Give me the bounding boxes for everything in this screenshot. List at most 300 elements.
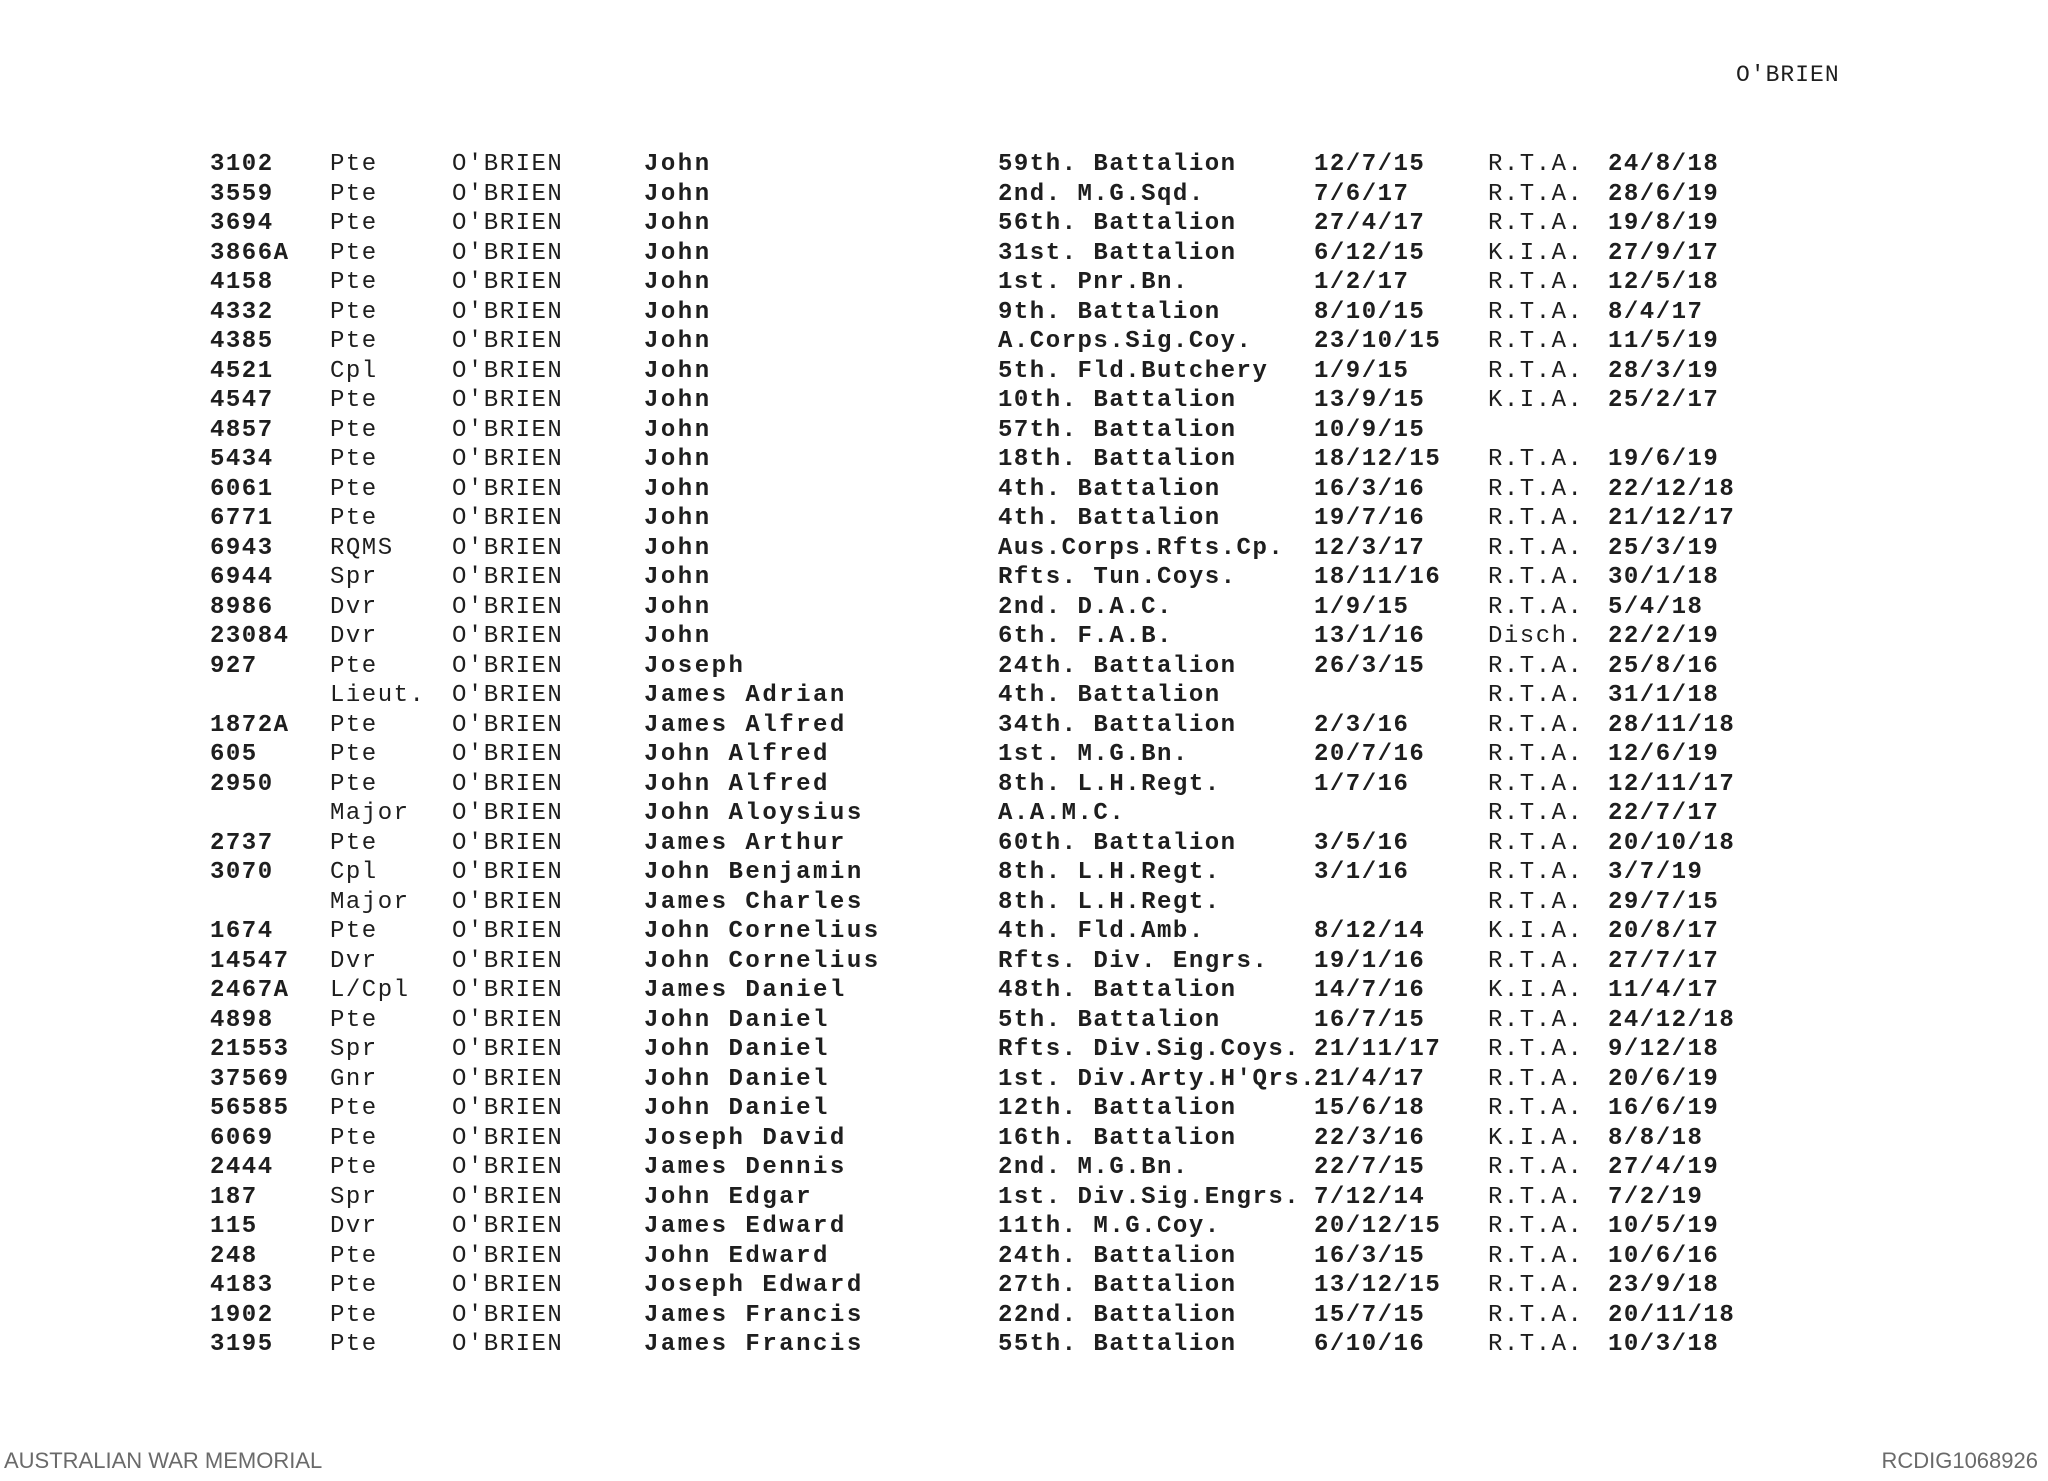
service-number: 2444	[210, 1154, 274, 1181]
table-row	[0, 1035, 2048, 1065]
service-number: 2950	[210, 770, 274, 798]
rank: Pte	[330, 269, 378, 296]
enlistment-date: 1/2/17	[1314, 269, 1410, 296]
enlistment-date: 21/11/17	[1314, 1036, 1442, 1063]
table-row	[0, 888, 2048, 918]
enlistment-date: 12/7/15	[1314, 151, 1426, 178]
rank: Pte	[330, 180, 378, 208]
enlistment-date: 13/1/16	[1314, 623, 1426, 650]
given-names: John Cornelius	[644, 918, 881, 945]
fate-date: 19/6/19	[1608, 446, 1720, 473]
surname: O'BRIEN	[452, 357, 564, 385]
rank: Pte	[330, 1154, 378, 1181]
service-number: 3694	[210, 210, 274, 237]
table-row	[0, 622, 2048, 652]
given-names: John	[644, 210, 712, 237]
service-number: 1902	[210, 1301, 274, 1329]
fate: R.T.A.	[1488, 298, 1584, 326]
fate-date: 12/5/18	[1608, 269, 1720, 296]
unit: 12th. Battalion	[998, 1095, 1237, 1122]
surname: O'BRIEN	[452, 1272, 564, 1299]
service-number: 3195	[210, 1331, 274, 1358]
enlistment-date: 19/1/16	[1314, 947, 1426, 975]
rank: Pte	[330, 711, 378, 739]
given-names: John	[644, 623, 712, 650]
rank: Pte	[330, 239, 378, 267]
given-names: John	[644, 505, 712, 532]
enlistment-date: 20/12/15	[1314, 1213, 1442, 1240]
fate: R.T.A.	[1488, 1272, 1584, 1299]
fate-date: 22/2/19	[1608, 623, 1720, 650]
fate: R.T.A.	[1488, 947, 1584, 975]
rank: L/Cpl	[330, 977, 410, 1004]
rank: Cpl	[330, 357, 378, 385]
fate: K.I.A.	[1488, 387, 1584, 414]
fate: R.T.A.	[1488, 1036, 1584, 1063]
fate-date: 12/6/19	[1608, 741, 1720, 768]
table-row	[0, 917, 2048, 947]
service-number: 4183	[210, 1272, 274, 1299]
fate: R.T.A.	[1488, 711, 1584, 739]
rank: Pte	[330, 1272, 378, 1299]
footer-source: AUSTRALIAN WAR MEMORIAL	[4, 1448, 323, 1473]
fate-date: 8/8/18	[1608, 1124, 1704, 1152]
fate: R.T.A.	[1488, 800, 1584, 827]
surname: O'BRIEN	[452, 741, 564, 768]
fate-date: 24/12/18	[1608, 1006, 1736, 1034]
enlistment-date: 16/7/15	[1314, 1006, 1426, 1034]
fate: R.T.A.	[1488, 1065, 1584, 1093]
unit: Rfts. Tun.Coys.	[998, 564, 1237, 591]
given-names: James Arthur	[644, 829, 847, 857]
fate-date: 27/7/17	[1608, 947, 1720, 975]
surname: O'BRIEN	[452, 446, 564, 473]
service-number: 56585	[210, 1095, 290, 1122]
rank: Pte	[330, 829, 378, 857]
given-names: James Edward	[644, 1213, 847, 1240]
service-number: 4158	[210, 269, 274, 296]
fate-date: 27/4/19	[1608, 1154, 1720, 1181]
table-row	[0, 1153, 2048, 1183]
unit: 8th. L.H.Regt.	[998, 859, 1221, 886]
given-names: John	[644, 446, 712, 473]
enlistment-date: 18/12/15	[1314, 446, 1442, 473]
surname: O'BRIEN	[452, 534, 564, 562]
service-number: 4332	[210, 298, 274, 326]
service-number: 6944	[210, 564, 274, 591]
service-number: 3559	[210, 180, 274, 208]
fate-date: 20/6/19	[1608, 1065, 1720, 1093]
service-number: 248	[210, 1242, 258, 1270]
fate: R.T.A.	[1488, 1213, 1584, 1240]
table-row	[0, 563, 2048, 593]
given-names: John	[644, 593, 712, 621]
table-row	[0, 1094, 2048, 1124]
table-row	[0, 504, 2048, 534]
unit: A.A.M.C.	[998, 800, 1126, 827]
surname: O'BRIEN	[452, 918, 564, 945]
fate: R.T.A.	[1488, 505, 1584, 532]
enlistment-date: 8/12/14	[1314, 918, 1426, 945]
given-names: John Alfred	[644, 770, 830, 798]
unit: 11th. M.G.Coy.	[998, 1213, 1221, 1240]
fate: R.T.A.	[1488, 741, 1584, 768]
unit: Rfts. Div.Sig.Coys.	[998, 1036, 1301, 1063]
enlistment-date: 19/7/16	[1314, 505, 1426, 532]
surname: O'BRIEN	[452, 1213, 564, 1240]
fate-date: 28/11/18	[1608, 711, 1736, 739]
table-row	[0, 268, 2048, 298]
enlistment-date: 7/12/14	[1314, 1183, 1426, 1211]
table-row	[0, 593, 2048, 623]
given-names: James Francis	[644, 1331, 864, 1358]
rank: Pte	[330, 1124, 378, 1152]
surname: O'BRIEN	[452, 1154, 564, 1181]
surname: O'BRIEN	[452, 564, 564, 591]
fate-date: 10/5/19	[1608, 1213, 1720, 1240]
fate: R.T.A.	[1488, 151, 1584, 178]
unit: 1st. Div.Arty.H'Qrs.	[998, 1065, 1317, 1093]
enlistment-date: 8/10/15	[1314, 298, 1426, 326]
rank: Spr	[330, 564, 378, 591]
service-number: 3102	[210, 151, 274, 178]
table-row	[0, 150, 2048, 180]
fate: R.T.A.	[1488, 446, 1584, 473]
service-number: 6069	[210, 1124, 274, 1152]
enlistment-date: 3/1/16	[1314, 859, 1410, 886]
surname: O'BRIEN	[452, 652, 564, 680]
surname: O'BRIEN	[452, 1036, 564, 1063]
surname: O'BRIEN	[452, 180, 564, 208]
table-row	[0, 209, 2048, 239]
table-row	[0, 1124, 2048, 1154]
enlistment-date: 14/7/16	[1314, 977, 1426, 1004]
fate: R.T.A.	[1488, 180, 1584, 208]
unit: 31st. Battalion	[998, 239, 1237, 267]
fate-date: 27/9/17	[1608, 239, 1720, 267]
fate-date: 20/10/18	[1608, 829, 1736, 857]
fate: R.T.A.	[1488, 564, 1584, 591]
surname: O'BRIEN	[452, 1006, 564, 1034]
surname: O'BRIEN	[452, 682, 564, 709]
table-row	[0, 534, 2048, 564]
given-names: James Charles	[644, 888, 864, 916]
enlistment-date: 13/9/15	[1314, 387, 1426, 414]
rank: Spr	[330, 1036, 378, 1063]
service-number: 927	[210, 652, 258, 680]
service-number: 2737	[210, 829, 274, 857]
rank: Major	[330, 800, 410, 827]
rank: Pte	[330, 505, 378, 532]
table-row	[0, 770, 2048, 800]
fate-date: 5/4/18	[1608, 593, 1704, 621]
given-names: John	[644, 151, 712, 178]
given-names: John Alfred	[644, 741, 830, 768]
given-names: John Cornelius	[644, 947, 881, 975]
fate: R.T.A.	[1488, 1095, 1584, 1122]
surname: O'BRIEN	[452, 800, 564, 827]
unit: Rfts. Div. Engrs.	[998, 947, 1269, 975]
fate-date: 10/6/16	[1608, 1242, 1720, 1270]
table-row	[0, 327, 2048, 357]
unit: 56th. Battalion	[998, 210, 1237, 237]
table-row	[0, 1271, 2048, 1301]
rank: Pte	[330, 416, 378, 444]
fate-date: 21/12/17	[1608, 505, 1736, 532]
given-names: John	[644, 239, 712, 267]
enlistment-date: 15/7/15	[1314, 1301, 1426, 1329]
rank: Pte	[330, 1331, 378, 1358]
service-number: 5434	[210, 446, 274, 473]
given-names: John Aloysius	[644, 800, 864, 827]
enlistment-date: 12/3/17	[1314, 534, 1426, 562]
fate-date: 22/12/18	[1608, 475, 1736, 503]
unit: 5th. Fld.Butchery	[998, 357, 1269, 385]
unit: 48th. Battalion	[998, 977, 1237, 1004]
enlistment-date: 26/3/15	[1314, 652, 1426, 680]
rank: Dvr	[330, 947, 378, 975]
footer-document-id: RCDIG1068926	[1881, 1448, 2038, 1473]
page-header-surname: O'BRIEN	[1736, 62, 1840, 88]
rank: Pte	[330, 741, 378, 768]
service-number: 21553	[210, 1036, 290, 1063]
unit: 8th. L.H.Regt.	[998, 888, 1221, 916]
rank: Pte	[330, 1006, 378, 1034]
surname: O'BRIEN	[452, 1331, 564, 1358]
surname: O'BRIEN	[452, 623, 564, 650]
table-row	[0, 1301, 2048, 1331]
given-names: John	[644, 357, 712, 385]
surname: O'BRIEN	[452, 1242, 564, 1270]
unit: 5th. Battalion	[998, 1006, 1221, 1034]
unit: 10th. Battalion	[998, 387, 1237, 414]
given-names: John	[644, 564, 712, 591]
fate-date: 25/2/17	[1608, 387, 1720, 414]
table-row	[0, 829, 2048, 859]
rank: Pte	[330, 1301, 378, 1329]
rank: Gnr	[330, 1065, 378, 1093]
surname: O'BRIEN	[452, 387, 564, 414]
given-names: James Adrian	[644, 682, 847, 709]
nominal-roll-list	[0, 150, 2048, 1360]
rank: Pte	[330, 652, 378, 680]
rank: Pte	[330, 1095, 378, 1122]
table-row	[0, 711, 2048, 741]
service-number: 6771	[210, 505, 274, 532]
table-row	[0, 740, 2048, 770]
table-row	[0, 858, 2048, 888]
fate: R.T.A.	[1488, 652, 1584, 680]
surname: O'BRIEN	[452, 1065, 564, 1093]
fate-date: 23/9/18	[1608, 1272, 1720, 1299]
service-number: 3070	[210, 859, 274, 886]
rank: Pte	[330, 770, 378, 798]
enlistment-date: 16/3/16	[1314, 475, 1426, 503]
given-names: John	[644, 180, 712, 208]
fate-date: 31/1/18	[1608, 682, 1720, 709]
surname: O'BRIEN	[452, 269, 564, 296]
unit: 4th. Battalion	[998, 475, 1221, 503]
fate: R.T.A.	[1488, 210, 1584, 237]
table-row	[0, 1006, 2048, 1036]
fate-date: 9/12/18	[1608, 1036, 1720, 1063]
rank: Dvr	[330, 593, 378, 621]
rank: Pte	[330, 210, 378, 237]
fate-date: 30/1/18	[1608, 564, 1720, 591]
unit: 1st. Div.Sig.Engrs.	[998, 1183, 1301, 1211]
unit: 55th. Battalion	[998, 1331, 1237, 1358]
fate: R.T.A.	[1488, 888, 1584, 916]
surname: O'BRIEN	[452, 505, 564, 532]
table-row	[0, 947, 2048, 977]
table-row	[0, 1330, 2048, 1360]
unit: 4th. Fld.Amb.	[998, 918, 1205, 945]
enlistment-date: 22/7/15	[1314, 1154, 1426, 1181]
unit: 4th. Battalion	[998, 682, 1221, 709]
fate-date: 7/2/19	[1608, 1183, 1704, 1211]
fate: R.T.A.	[1488, 534, 1584, 562]
given-names: John	[644, 475, 712, 503]
surname: O'BRIEN	[452, 210, 564, 237]
given-names: John Daniel	[644, 1065, 830, 1093]
fate-date: 11/4/17	[1608, 977, 1720, 1004]
table-row	[0, 416, 2048, 446]
table-row	[0, 386, 2048, 416]
surname: O'BRIEN	[452, 475, 564, 503]
service-number: 605	[210, 741, 258, 768]
given-names: John	[644, 298, 712, 326]
enlistment-date: 1/9/15	[1314, 593, 1410, 621]
fate: R.T.A.	[1488, 1301, 1584, 1329]
rank: Dvr	[330, 1213, 378, 1240]
unit: 22nd. Battalion	[998, 1301, 1237, 1329]
service-number: 1674	[210, 918, 274, 945]
surname: O'BRIEN	[452, 1124, 564, 1152]
service-number: 23084	[210, 623, 290, 650]
rank: RQMS	[330, 534, 394, 562]
fate: R.T.A.	[1488, 1242, 1584, 1270]
unit: 18th. Battalion	[998, 446, 1237, 473]
enlistment-date: 16/3/15	[1314, 1242, 1426, 1270]
unit: 9th. Battalion	[998, 298, 1221, 326]
given-names: John Daniel	[644, 1006, 830, 1034]
fate-date: 20/11/18	[1608, 1301, 1736, 1329]
enlistment-date: 3/5/16	[1314, 829, 1410, 857]
service-number: 8986	[210, 593, 274, 621]
table-row	[0, 239, 2048, 269]
fate: R.T.A.	[1488, 770, 1584, 798]
fate: R.T.A.	[1488, 269, 1584, 296]
rank: Pte	[330, 1242, 378, 1270]
fate-date: 28/3/19	[1608, 357, 1720, 385]
enlistment-date: 2/3/16	[1314, 711, 1410, 739]
given-names: Joseph David	[644, 1124, 847, 1152]
fate: R.T.A.	[1488, 328, 1584, 355]
fate: R.T.A.	[1488, 1183, 1584, 1211]
table-row	[0, 1212, 2048, 1242]
fate: R.T.A.	[1488, 1006, 1584, 1034]
unit: 4th. Battalion	[998, 505, 1221, 532]
surname: O'BRIEN	[452, 1095, 564, 1122]
given-names: John	[644, 269, 712, 296]
surname: O'BRIEN	[452, 947, 564, 975]
enlistment-date: 20/7/16	[1314, 741, 1426, 768]
given-names: James Alfred	[644, 711, 847, 739]
service-number: 3866A	[210, 239, 290, 267]
fate-date: 20/8/17	[1608, 918, 1720, 945]
unit: 1st. Pnr.Bn.	[998, 269, 1189, 296]
rank: Pte	[330, 475, 378, 503]
given-names: John	[644, 534, 712, 562]
fate-date: 24/8/18	[1608, 151, 1720, 178]
fate: R.T.A.	[1488, 859, 1584, 886]
unit: 16th. Battalion	[998, 1124, 1237, 1152]
fate-date: 12/11/17	[1608, 770, 1736, 798]
surname: O'BRIEN	[452, 888, 564, 916]
service-number: 14547	[210, 947, 290, 975]
fate: K.I.A.	[1488, 977, 1584, 1004]
service-number: 6943	[210, 534, 274, 562]
fate-date: 8/4/17	[1608, 298, 1704, 326]
enlistment-date: 15/6/18	[1314, 1095, 1426, 1122]
table-row	[0, 976, 2048, 1006]
surname: O'BRIEN	[452, 1301, 564, 1329]
given-names: Joseph Edward	[644, 1272, 864, 1299]
surname: O'BRIEN	[452, 977, 564, 1004]
table-row	[0, 1242, 2048, 1272]
unit: 6th. F.A.B.	[998, 623, 1173, 650]
given-names: John Daniel	[644, 1095, 830, 1122]
rank: Pte	[330, 151, 378, 178]
unit: 60th. Battalion	[998, 829, 1237, 857]
service-number: 4521	[210, 357, 274, 385]
service-number: 115	[210, 1213, 258, 1240]
rank: Dvr	[330, 623, 378, 650]
given-names: John	[644, 387, 712, 414]
rank: Major	[330, 888, 410, 916]
enlistment-date: 1/7/16	[1314, 770, 1410, 798]
enlistment-date: 18/11/16	[1314, 564, 1442, 591]
fate-date: 28/6/19	[1608, 180, 1720, 208]
service-number: 4547	[210, 387, 274, 414]
enlistment-date: 23/10/15	[1314, 328, 1442, 355]
surname: O'BRIEN	[452, 239, 564, 267]
unit: 24th. Battalion	[998, 1242, 1237, 1270]
table-row	[0, 180, 2048, 210]
fate-date: 29/7/15	[1608, 888, 1720, 916]
rank: Pte	[330, 918, 378, 945]
fate-date: 25/3/19	[1608, 534, 1720, 562]
given-names: John Benjamin	[644, 859, 864, 886]
table-row	[0, 445, 2048, 475]
given-names: James Dennis	[644, 1154, 847, 1181]
service-number: 2467A	[210, 977, 290, 1004]
fate: R.T.A.	[1488, 357, 1584, 385]
unit: 2nd. M.G.Bn.	[998, 1154, 1189, 1181]
fate: K.I.A.	[1488, 1124, 1584, 1152]
surname: O'BRIEN	[452, 1183, 564, 1211]
enlistment-date: 1/9/15	[1314, 357, 1410, 385]
service-number: 187	[210, 1183, 258, 1211]
rank: Spr	[330, 1183, 378, 1211]
unit: 2nd. M.G.Sqd.	[998, 180, 1205, 208]
given-names: John Daniel	[644, 1036, 830, 1063]
fate: K.I.A.	[1488, 918, 1584, 945]
table-row	[0, 1183, 2048, 1213]
fate: R.T.A.	[1488, 475, 1584, 503]
surname: O'BRIEN	[452, 328, 564, 355]
fate: Disch.	[1488, 623, 1584, 650]
